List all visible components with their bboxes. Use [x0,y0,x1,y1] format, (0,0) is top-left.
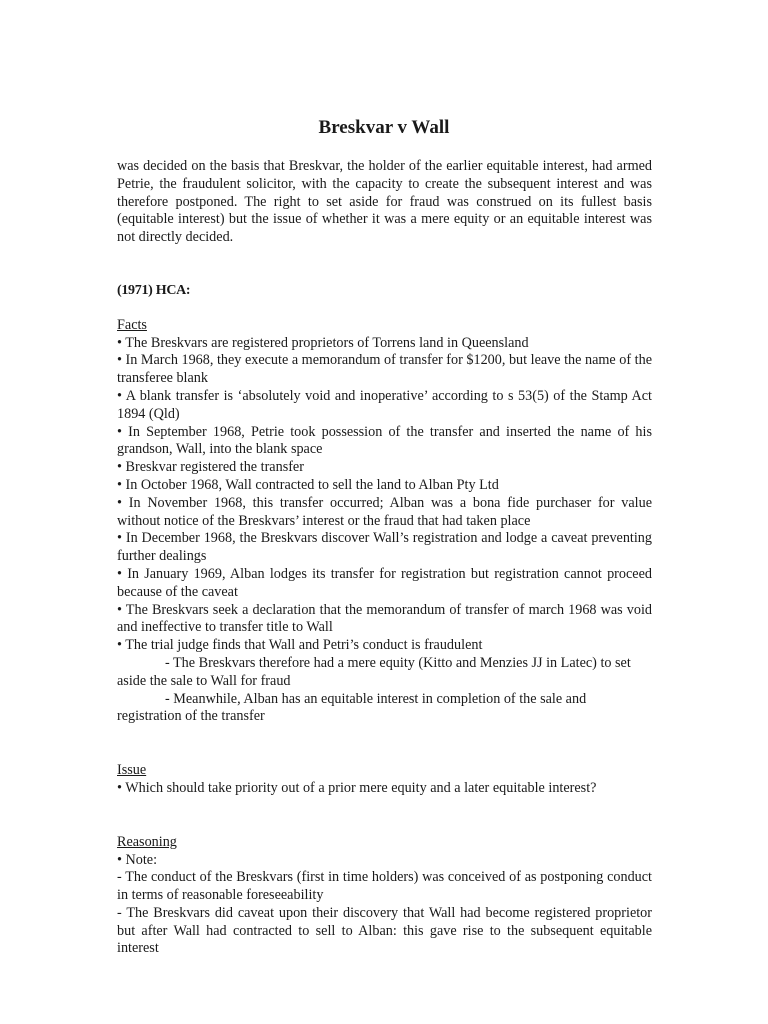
intro-paragraph: was decided on the basis that Breskvar, the holder of the earlier equitable interest, had armed Petrie, the fraudulent solicitor, with the capacity to create the subsequent interest and was therefore postponed. The right to set aside for fraud was construed on its fullest basis (equitable interest) but the issue of whether it was a mere equity or an equitable interest was not directly decided. [117,158,652,246]
document-title: Breskvar v Wall [318,117,450,138]
facts-item: • In December 1968, the Breskvars discover Wall’s registration and lodge a caveat preventing further dealings [117,530,652,565]
facts-item: • In January 1969, Alban lodges its transfer for registration but registration cannot proceed because of the caveat [117,565,652,600]
reasoning-item: • Note: [117,851,158,868]
reasoning-item: - The conduct of the Breskvars (first in time holders) was conceived of as postponing conduct in terms of reasonable foreseeability [117,869,652,904]
facts-item: • The Breskvars seek a declaration that the memorandum of transfer of march 1968 was void and ineffective to transfer title to Wall [117,601,652,636]
facts-item: • Breskvar registered the transfer [117,459,304,476]
facts-item: • The trial judge finds that Wall and Petri’s conduct is fraudulent [117,637,483,654]
facts-item: • In September 1968, Petrie took possession of the transfer and inserted the name of his grandson, Wall, into the blank space [117,423,652,458]
facts-heading: Facts [117,316,147,333]
issue-item: • Which should take priority out of a prior mere equity and a later equitable interest? [117,779,597,796]
facts-item: • The Breskvars are registered proprietors of Torrens land in Queensland [117,334,529,351]
facts-item: • In March 1968, they execute a memorandum of transfer for $1200, but leave the name of the transferee blank [117,352,652,387]
reasoning-heading: Reasoning [117,833,177,850]
facts-subitem: - Meanwhile, Alban has an equitable interest in completion of the sale and registration of the transfer [117,690,587,725]
document-body [117,158,652,958]
facts-subitem: - The Breskvars therefore had a mere equity (Kitto and Menzies JJ in Latec) to set aside the sale to Wall for fraud [117,654,631,689]
reasoning-item: - The Breskvars did caveat upon their discovery that Wall had become registered proprietor but after Wall had contracted to sell to Alban: this gave rise to the subsequent equitable interest [117,904,652,957]
facts-item: • In November 1968, this transfer occurred; Alban was a bona fide purchaser for value without notice of the Breskvars’ interest or the fraud that had taken place [117,494,652,529]
facts-item: • In October 1968, Wall contracted to sell the land to Alban Pty Ltd [117,476,499,493]
issue-heading: Issue [117,762,147,779]
court-heading: (1971) HCA: [117,282,191,298]
facts-item: • A blank transfer is ‘absolutely void and inoperative’ according to s 53(5) of the Stamp Act 1894 (Qld) [117,387,652,422]
